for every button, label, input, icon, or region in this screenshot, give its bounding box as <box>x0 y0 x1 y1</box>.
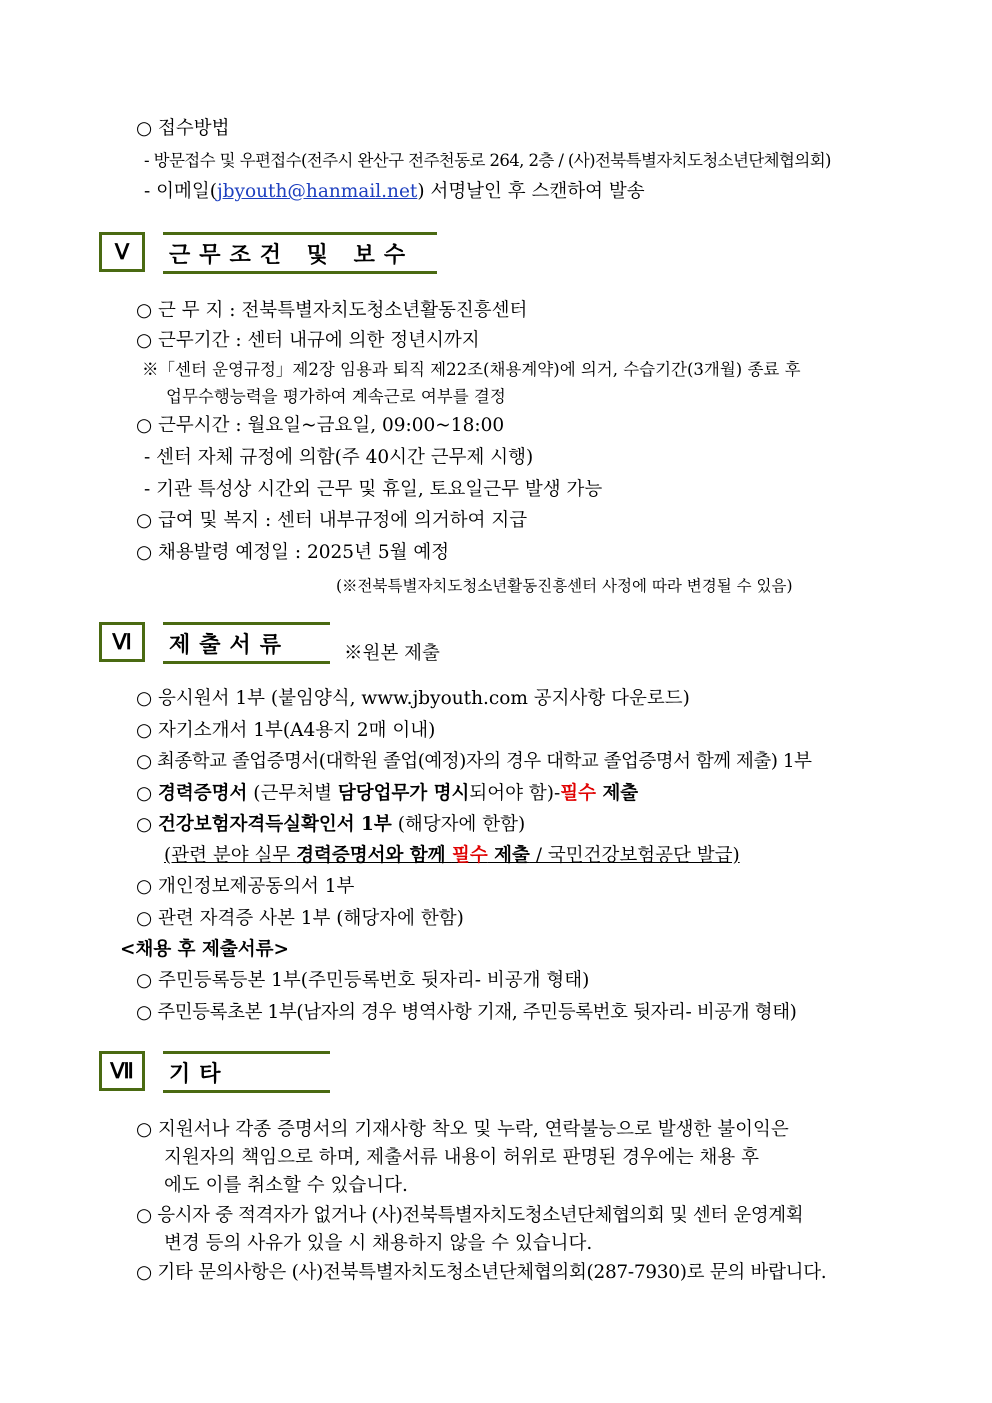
doc-license: ○ 관련 자격증 사본 1부 (해당자에 한함) <box>136 908 464 929</box>
probation-note: ※「센터 운영규정」제2장 임용과 퇴직 제22조(채용계약)에 의거, 수습기간(3개월) 종료 후 <box>142 360 801 379</box>
after-resident-abstract: ○ 주민등록초본 1부(남자의 경우 병역사항 기재, 주민등록번호 뒷자리- 비공개 형태) <box>136 1002 797 1023</box>
section6-title: 제출서류 <box>163 622 330 664</box>
work-hours: ○ 근무시간 : 월요일~금요일, 09:00~18:00 <box>136 415 505 436</box>
section5-title: 근무조건 및 보수 <box>163 232 437 274</box>
change-note: (※전북특별자치도청소년활동진흥센터 사정에 따라 변경될 수 있음) <box>336 577 793 595</box>
insurance-note <box>164 843 740 869</box>
etc-line-6: ○ 기타 문의사항은 (사)전북특별자치도청소년단체협의회(287-7930)로 문의 바랍니다. <box>136 1262 827 1283</box>
reception-visit: - 방문접수 및 우편접수(전주시 완산구 전주천동로 264, 2층 / (사)전북특별자치도청소년단체협의회) <box>144 151 831 170</box>
email-prefix: - 이메일( <box>144 181 217 202</box>
etc-line-3: 에도 이를 취소할 수 있습니다. <box>164 1175 408 1196</box>
etc-line-2: 지원자의 책임으로 하며, 제출서류 내용이 허위로 판명된 경우에는 채용 후 <box>164 1147 759 1168</box>
appointment-date: ○ 채용발령 예정일 : 2025년 5월 예정 <box>136 542 450 563</box>
career-plain2: 되어야 함)- <box>469 783 561 804</box>
salary-welfare: ○ 급여 및 복지 : 센터 내부규정에 의거하여 지급 <box>136 510 528 531</box>
work-location: ○ 근 무 지 : 전북특별자치도청소년활동진흥센터 <box>136 300 528 321</box>
doc-privacy: ○ 개인정보제공동의서 1부 <box>136 876 355 897</box>
career-bold2: 담당업무가 명시 <box>337 783 470 804</box>
doc-self-intro: ○ 자기소개서 1부(A4용지 2매 이내) <box>136 720 436 741</box>
after-hire-title: <채용 후 제출서류> <box>120 939 289 960</box>
insurance-note-required: 필수 <box>451 845 488 866</box>
section7-title: 기타 <box>163 1051 330 1093</box>
probation-note-cont: 업무수행능력을 평가하여 계속근로 여부를 결정 <box>166 387 506 406</box>
reception-email <box>144 179 645 205</box>
career-bullet: ○ <box>136 783 159 804</box>
doc-graduation: ○ 최종학교 졸업증명서(대학원 졸업(예정)자의 경우 대학교 졸업증명서 함께 제출) 1부 <box>136 751 812 772</box>
etc-line-1: ○ 지원서나 각종 증명서의 기재사항 착오 및 누락, 연락불능으로 발생한 불이익은 <box>136 1119 789 1140</box>
career-bold1: 경력증명서 <box>158 783 248 804</box>
work-hours-rule: - 센터 자체 규정에 의함(주 40시간 근무제 시행) <box>144 447 534 468</box>
section7-number: Ⅶ <box>99 1051 145 1091</box>
insurance-bold1: 건강보험자격득실확인서 1부 <box>158 814 392 835</box>
etc-line-4: ○ 응시자 중 적격자가 없거나 (사)전북특별자치도청소년단체협의회 및 센터 운영계획 <box>136 1205 804 1226</box>
original-note: ※원본 제출 <box>344 643 440 664</box>
section6-number: Ⅵ <box>99 622 145 662</box>
reception-title: ○ 접수방법 <box>136 118 230 139</box>
doc-career <box>136 781 638 807</box>
insurance-plain1: (해당자에 한함) <box>391 814 526 835</box>
work-period: ○ 근무기간 : 센터 내규에 의한 정년시까지 <box>136 330 480 351</box>
section5-number: Ⅴ <box>99 232 145 272</box>
career-plain1: (근무처별 <box>247 783 338 804</box>
etc-line-5: 변경 등의 사유가 있을 시 채용하지 않을 수 있습니다. <box>164 1233 593 1254</box>
insurance-note-bold2: 제출 <box>487 845 530 866</box>
career-bold3: 제출 <box>596 783 639 804</box>
after-resident-copy: ○ 주민등록등본 1부(주민등록번호 뒷자리- 비공개 형태) <box>136 970 590 991</box>
career-required: 필수 <box>560 783 596 804</box>
insurance-bullet: ○ <box>136 814 159 835</box>
insurance-note-plain2: / 국민건강보험공단 발급) <box>529 845 740 866</box>
doc-insurance <box>136 812 525 838</box>
work-hours-extra: - 기관 특성상 시간외 근무 및 휴일, 토요일근무 발생 가능 <box>144 479 603 500</box>
email-suffix: ) 서명날인 후 스캔하여 발송 <box>417 181 645 202</box>
insurance-note-plain1: (관련 분야 실무 <box>164 845 297 866</box>
email-link[interactable]: jbyouth@hanmail.net <box>216 181 418 202</box>
doc-application: ○ 응시원서 1부 (붙임양식, www.jbyouth.com 공지사항 다운로드) <box>136 688 690 709</box>
insurance-note-bold1: 경력증명서와 함께 <box>296 845 452 866</box>
